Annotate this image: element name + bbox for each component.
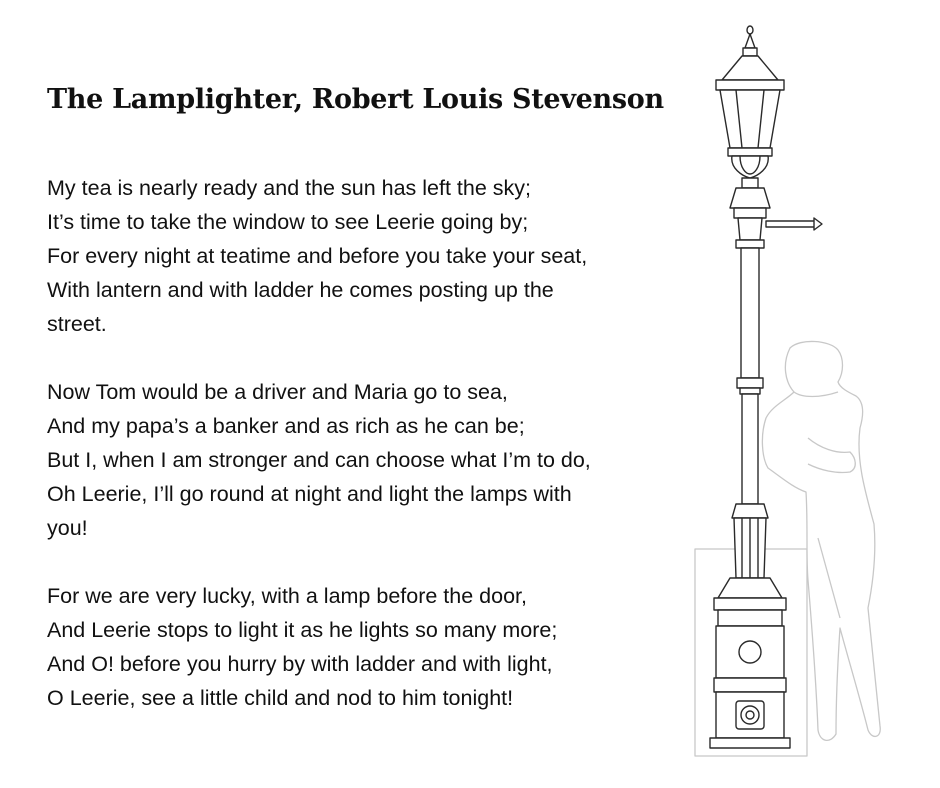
poem-line: With lantern and with ladder he comes posting up the (47, 278, 554, 302)
lamp-post-illustration (690, 18, 920, 763)
poem-line: Now Tom would be a driver and Maria go to sea, (47, 380, 508, 404)
poem-line: But I, when I am stronger and can choose what I’m to do, (47, 448, 591, 472)
poem-line: And my papa’s a banker and as rich as he can be; (47, 414, 525, 438)
poem-line: you! (47, 516, 88, 540)
poem-line: O Leerie, see a little child and nod to him tonight! (47, 686, 514, 710)
poem-line: And O! before you hurry by with ladder and with light, (47, 652, 553, 676)
poem-line: My tea is nearly ready and the sun has left the sky; (47, 176, 532, 200)
poem-line: And Leerie stops to light it as he lights so many more; (47, 618, 558, 642)
stanza-3 (47, 579, 687, 715)
poem-line: For every night at teatime and before you take your seat, (47, 244, 588, 268)
poem-line: street. (47, 312, 107, 336)
poem-body (47, 171, 687, 749)
poem-line: It’s time to take the window to see Leerie going by; (47, 210, 529, 234)
stanza-2 (47, 375, 687, 545)
poem-title: The Lamplighter, Robert Louis Stevenson (47, 84, 664, 115)
poem-line: Oh Leerie, I’ll go round at night and light the lamps with (47, 482, 572, 506)
stanza-1 (47, 171, 687, 341)
poem-line: For we are very lucky, with a lamp before the door, (47, 584, 527, 608)
